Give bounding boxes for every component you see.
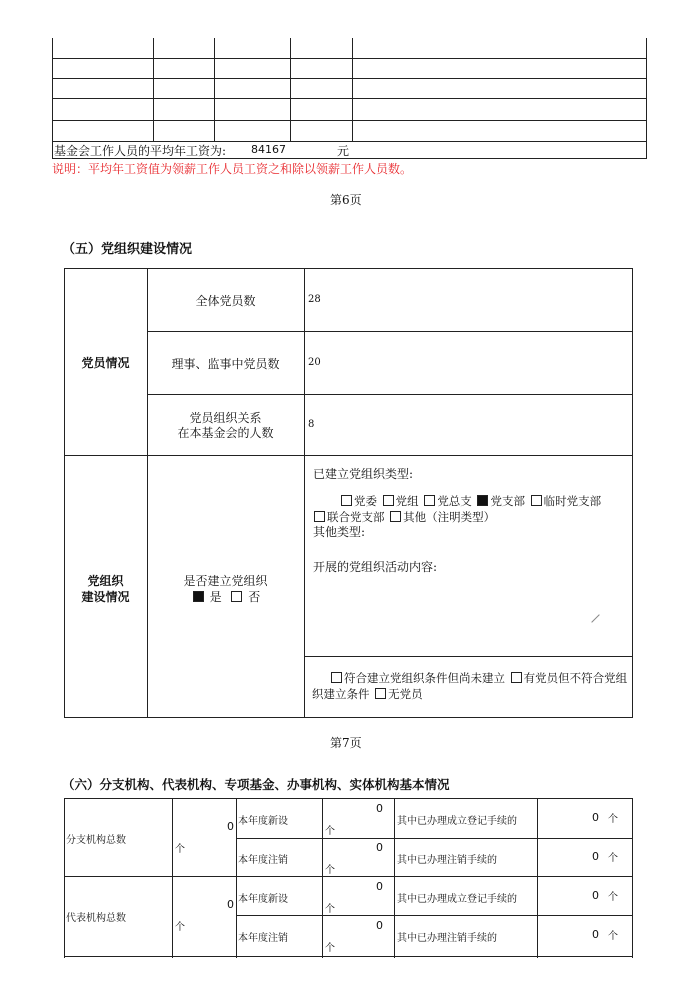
branch-cancel-unit: 个 — [325, 865, 335, 876]
type-option-1: 党委 — [354, 494, 377, 508]
no-label: 否 — [248, 590, 261, 604]
rep-cancel-reg-value: 0 — [592, 928, 599, 941]
status-options — [312, 670, 628, 702]
type-checkbox-6[interactable] — [314, 511, 325, 522]
relation-label-1: 党员组织关系 — [189, 411, 262, 425]
rep-cancel-label: 本年度注销 — [238, 933, 288, 944]
type-checkbox-5[interactable] — [531, 495, 542, 506]
rep-total: 0 — [227, 898, 234, 911]
type-option-4: 党支部 — [490, 494, 525, 508]
yes-label: 是 — [209, 590, 222, 604]
branch-cancel-reg-unit: 个 — [608, 853, 618, 864]
type-checkbox-1[interactable] — [341, 495, 352, 506]
status-checkbox-2[interactable] — [511, 672, 522, 683]
rep-cancel-value: 0 — [376, 919, 383, 932]
type-checkbox-3[interactable] — [424, 495, 435, 506]
salary-label: 基金会工作人员的平均年工资为: — [54, 144, 227, 158]
rep-new-label: 本年度新设 — [238, 894, 288, 905]
branch-cancel-reg-label: 其中已办理注销手续的 — [397, 855, 497, 866]
type-option-2: 党组 — [395, 494, 419, 508]
rep-new-unit: 个 — [325, 904, 335, 915]
type-option-5: 临时党支部 — [543, 494, 602, 508]
activity-label: 开展的党组织活动内容: — [313, 560, 438, 574]
status-option-2: 有党员但不符合党组织建立条件 — [312, 671, 628, 701]
rep-new-reg-unit: 个 — [608, 892, 618, 903]
salary-value: 84167 — [251, 143, 286, 156]
rep-cancel-reg-unit: 个 — [608, 931, 618, 942]
other-type-label: 其他类型: — [313, 525, 366, 539]
branch-total-unit: 个 — [175, 844, 185, 855]
branch-cancel-value: 0 — [376, 841, 383, 854]
established-options — [147, 588, 304, 605]
rep-cancel-unit: 个 — [325, 943, 335, 954]
board-members-value: 20 — [308, 357, 321, 368]
total-members-label: 全体党员数 — [195, 294, 256, 308]
relation-label-2: 在本基金会的人数 — [177, 426, 274, 440]
textarea-resize-handle[interactable] — [591, 614, 599, 622]
page-number-7: 第7页 — [330, 736, 362, 750]
org-header-2: 建设情况 — [81, 590, 130, 604]
type-option-3: 党总支 — [437, 494, 472, 508]
page-number-6: 第6页 — [330, 193, 362, 207]
status-checkbox-3[interactable] — [375, 688, 386, 699]
org-header-1: 党组织 — [87, 574, 124, 588]
branch-name: 分支机构总数 — [66, 835, 126, 846]
branch-cancel-label: 本年度注销 — [238, 855, 288, 866]
branch-new-reg-value: 0 — [592, 811, 599, 824]
rep-new-value: 0 — [376, 880, 383, 893]
status-checkbox-1[interactable] — [331, 672, 342, 683]
section5-heading: （五）党组织建设情况 — [62, 242, 193, 257]
branch-new-reg-label: 其中已办理成立登记手续的 — [397, 816, 517, 827]
type-label: 已建立党组织类型: — [313, 467, 414, 481]
type-option-7: 其他（注明类型） — [403, 510, 496, 524]
type-options — [312, 493, 628, 525]
members-header: 党员情况 — [81, 356, 130, 370]
branch-new-label: 本年度新设 — [238, 816, 288, 827]
branch-new-value: 0 — [376, 802, 383, 815]
yes-checkbox[interactable] — [193, 591, 204, 602]
type-checkbox-7[interactable] — [390, 511, 401, 522]
salary-unit: 元 — [337, 144, 350, 158]
rep-total-unit: 个 — [175, 922, 185, 933]
rep-name: 代表机构总数 — [66, 913, 126, 924]
rep-new-reg-value: 0 — [592, 889, 599, 902]
salary-note: 说明：平均年工资值为领薪工作人员工资之和除以领薪工作人员数。 — [52, 162, 413, 176]
rep-cancel-reg-label: 其中已办理注销手续的 — [397, 933, 497, 944]
type-option-6: 联合党支部 — [327, 510, 385, 524]
section6-heading: （六）分支机构、代表机构、专项基金、办事机构、实体机构基本情况 — [62, 777, 450, 792]
established-question: 是否建立党组织 — [183, 574, 268, 588]
relation-value: 8 — [308, 419, 315, 430]
branch-cancel-reg-value: 0 — [592, 850, 599, 863]
status-option-1: 符合建立党组织条件但尚未建立 — [344, 671, 505, 685]
rep-new-reg-label: 其中已办理成立登记手续的 — [397, 894, 517, 905]
board-members-label: 理事、监事中党员数 — [171, 357, 280, 371]
branch-new-reg-unit: 个 — [608, 814, 618, 825]
total-members-value: 28 — [308, 294, 321, 305]
branch-total: 0 — [227, 820, 234, 833]
no-checkbox[interactable] — [231, 591, 242, 602]
type-checkbox-4[interactable] — [477, 495, 488, 506]
type-checkbox-2[interactable] — [383, 495, 394, 506]
status-option-3: 无党员 — [388, 687, 423, 701]
branch-new-unit: 个 — [325, 826, 335, 837]
